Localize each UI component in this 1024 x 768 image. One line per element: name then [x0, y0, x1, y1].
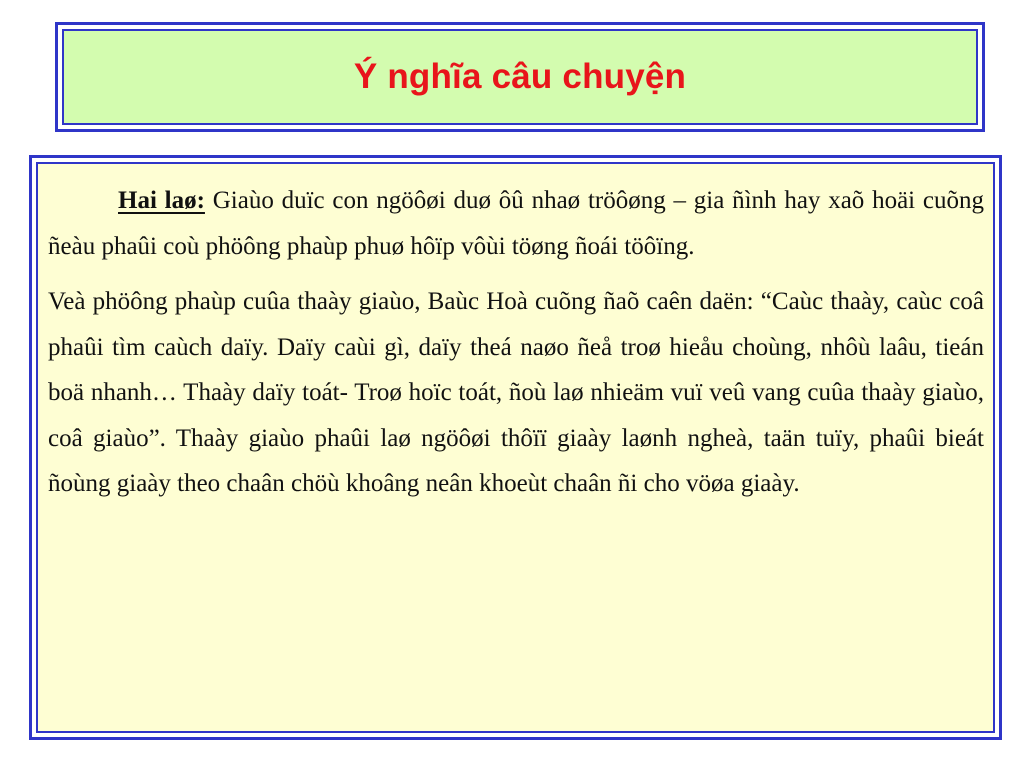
slide-title: Ý nghĩa câu chuyện	[353, 57, 687, 96]
content-panel	[36, 162, 995, 733]
paragraph-2	[48, 279, 984, 507]
paragraph-2-text: Veà phöông phaùp cuûa thaày giaùo, Baùc Hoà cuõng ñaõ caên daën: “Caùc thaày, caùc coâ phaûi tìm caùch daïy. Daïy caùi gì, daïy theá naøo ñeå troø hieåu choùng, nhôù laâu, tieán boä nhanh… Thaày daïy toát- Troø hoïc toát, ñoù laø nhieäm vuï veû vang cuûa thaày giaùo, coâ giaùo”. Thaày giaùo phaûi laø ngöôøi thôïï giaày laønh ngheà, taän tuïy, phaûi bieát ñoùng giaày theo chaân chöù khoâng neân khoeùt chaân ñi cho vöøa giaày.	[48, 288, 984, 497]
paragraph-lead: Hai laø:	[118, 187, 205, 214]
title-panel	[62, 29, 978, 125]
title-frame	[55, 22, 985, 132]
paragraph-1-text: Giaùo duïc con ngöôøi duø ôû nhaø tröôøng – gia ñình hay xaõ hoäi cuõng ñeàu phaûi coù phöông phaùp phuø hôïp vôùi töøng ñoái töôïng.	[48, 187, 984, 260]
content-frame	[29, 155, 1002, 740]
paragraph-1	[48, 178, 984, 269]
